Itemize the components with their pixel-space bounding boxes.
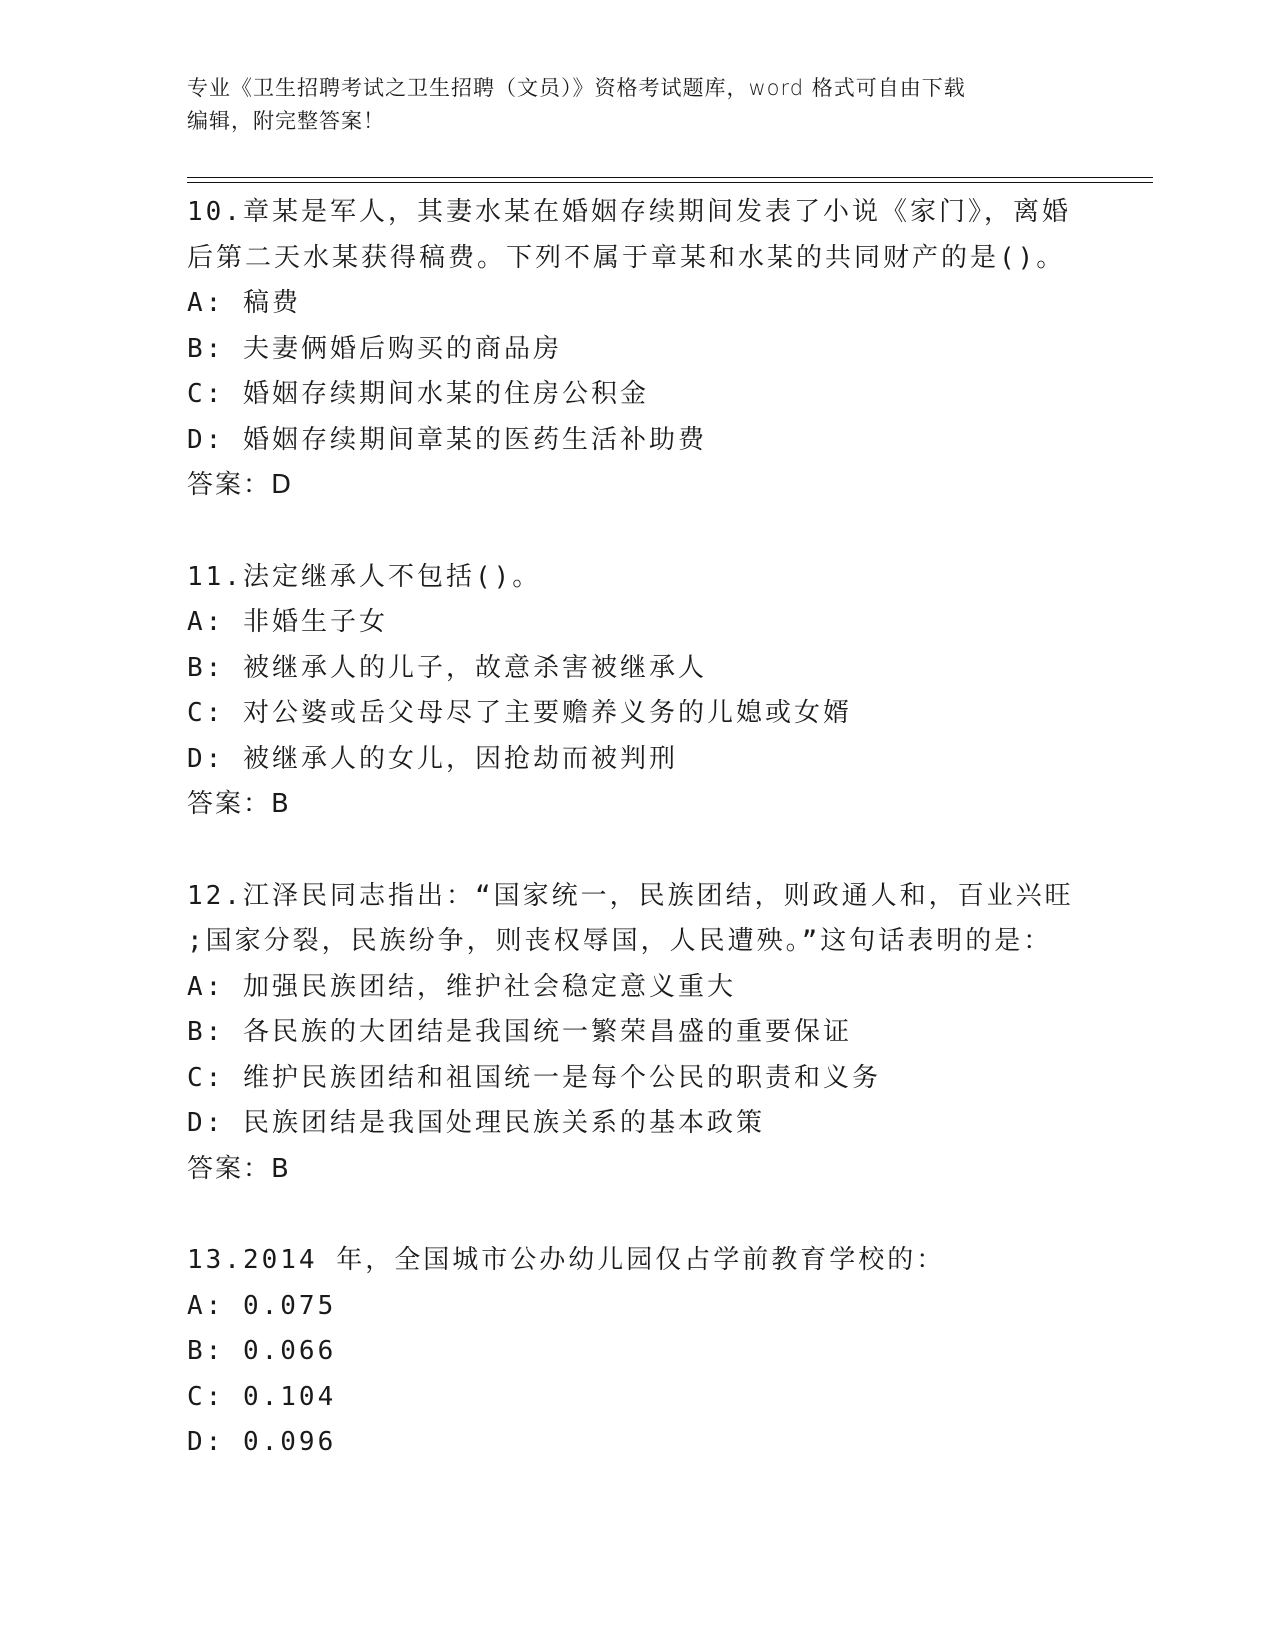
option-a: A: 加强民族团结，维护社会稳定意义重大 — [187, 971, 736, 1002]
option-a: A: 0.075 — [187, 1290, 337, 1321]
answer-line: 答案：B — [187, 789, 291, 819]
question-stem-line: 13.2014 年，全国城市公办幼儿园仅占学前教育学校的： — [187, 1245, 946, 1275]
question-stem-line: ;国家分裂，民族纷争，则丧权辱国，人民遭殃。”这句话表明的是： — [187, 926, 1053, 956]
question-stem-line: 11.法定继承人不包括()。 — [187, 561, 542, 592]
option-c: C: 维护民族团结和祖国统一是每个公民的职责和义务 — [187, 1062, 881, 1093]
option-d: D: 被继承人的女儿，因抢劫而被判刑 — [187, 743, 678, 774]
header-divider-top — [187, 177, 1153, 178]
question-12 — [187, 874, 1087, 1193]
question-stem-line: 10.章某是军人，其妻水某在婚姻存续期间发表了小说《家门》，离婚 — [187, 197, 1071, 227]
question-13 — [187, 1238, 1087, 1466]
question-stem-line: 后第二天水某获得稿费。下列不属于章某和水某的共同财产的是()。 — [187, 242, 1066, 273]
header-line-2: 编辑，附完整答案！ — [187, 109, 385, 133]
question-10 — [187, 190, 1087, 509]
option-c: C: 对公婆或岳父母尽了主要赡养义务的儿媳或女婿 — [187, 698, 852, 728]
header-line-1: 专业《卫生招聘考试之卫生招聘（文员）》资格考试题库，word 格式可自由下载 — [187, 76, 966, 100]
option-b: B: 各民族的大团结是我国统一繁荣昌盛的重要保证 — [187, 1017, 852, 1047]
question-11 — [187, 555, 1087, 828]
option-a: A: 非婚生子女 — [187, 607, 388, 637]
answer-line: 答案：B — [187, 1153, 291, 1184]
answer-line: 答案：D — [187, 470, 294, 500]
option-b: B: 0.066 — [187, 1336, 337, 1366]
option-d: D: 婚姻存续期间章某的医药生活补助费 — [187, 424, 707, 455]
question-stem-line: 12.江泽民同志指出：“国家统一，民族团结，则政通人和，百业兴旺 — [187, 880, 1074, 911]
question-list — [187, 190, 1087, 1512]
option-a: A: 稿费 — [187, 288, 301, 318]
document-header — [187, 72, 1067, 138]
option-b: B: 被继承人的儿子，故意杀害被继承人 — [187, 652, 707, 683]
option-c: C: 婚姻存续期间水某的住房公积金 — [187, 379, 649, 409]
header-divider-bottom — [187, 182, 1153, 183]
option-c: C: 0.104 — [187, 1381, 337, 1412]
option-d: D: 0.096 — [187, 1427, 337, 1457]
option-d: D: 民族团结是我国处理民族关系的基本政策 — [187, 1108, 765, 1138]
option-b: B: 夫妻俩婚后购买的商品房 — [187, 333, 562, 364]
